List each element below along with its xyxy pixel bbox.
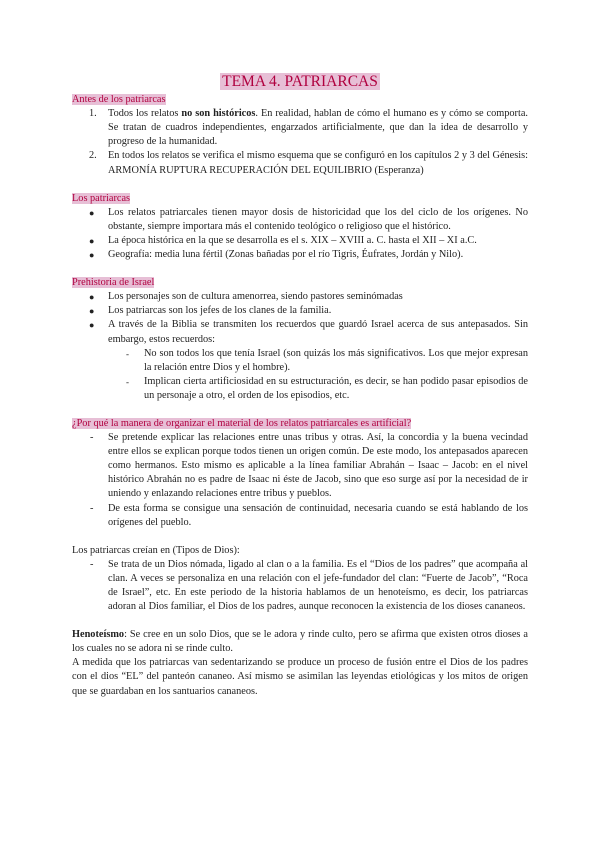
bullet-icon: ● bbox=[89, 235, 95, 246]
list-item: ● Geografía: media luna fértil (Zonas bañadas por el río Tigris, Éufrates, Jordán y Nilo). bbox=[72, 248, 528, 262]
sub-list-item: - No son todos los que tenía Israel (son quizás los más significativos. Los que mejor expresan la relación entre Dios y el hombre). bbox=[126, 347, 528, 373]
closing-paragraph: A medida que los patriarcas van sedentarizando se produce un proceso de fusión entre el Dios de los padres con el dios “EL” del panteón cananeo. Así mismo se asimilan las leyendas etiológicas y los mitos de origen que se guardaban en los santuarios cananeos. bbox=[72, 657, 528, 697]
henoteismo-term: Henoteísmo bbox=[72, 629, 125, 641]
document-title: TEMA 4. PATRIARCAS bbox=[222, 73, 378, 90]
bullet-icon: ● bbox=[89, 292, 95, 303]
dash-list-porque bbox=[72, 431, 528, 530]
dash-icon: - bbox=[126, 376, 129, 387]
section-heading-patriarcas: Los patriarcas bbox=[72, 192, 131, 204]
document-page bbox=[72, 72, 528, 699]
list-item: 2. En todos los relatos se verifica el mismo esquema que se configuró en los capítulos 2 y 3 del Génesis: ARMONÍA RUPTURA RECUPERACIÓN DEL EQUILIBRIO (Esperanza) bbox=[89, 150, 528, 176]
sub-list-item: - Implican cierta artificiosidad en su estructuración, es decir, se han podido pasar episodios de un personaje a otro, el orden de los episodios, etc. bbox=[126, 375, 528, 401]
list-item: - Se trata de un Dios nómada, ligado al clan o a la familia. Es el “Dios de los padres” que acompaña al clan. A veces se personaliza en una relación con el jefe-fundador del clan: “Fuerte de Jacob”, “Roca de Israel”, etc. En este periodo de la historia hablamos de un henoteísmo, es decir, los patriarcas adoran al Dios familiar, el Dios de los padres, aunque reconocen la existencia de los dioses cananeos. bbox=[90, 558, 528, 613]
list-item: - Se pretende explicar las relaciones entre unas tribus y otras. Así, la concordia y la buena vecindad entre ellos se explican porque todos tienen un origen común. De este modo, los antepasados aparecen como hermanos. Esto mismo es aplicable a la línea familiar Abrahán – Isaac – Jacob: en el nivel histórico Abrahán no es padre de Isaac ni éste de Jacob, sino que eso surge así por la necesidad de ir uniendo y enlazando relaciones entre tribus y pueblos. bbox=[90, 432, 528, 500]
list-item: ● Los relatos patriarcales tienen mayor dosis de historicidad que los del ciclo de los orígenes. No obstante, siempre importara más el contenido teológico o religioso que el histórico. bbox=[89, 206, 528, 232]
sub-list-prehistoria bbox=[108, 347, 528, 403]
bullet-list-patriarcas bbox=[72, 206, 528, 262]
bullet-list-prehistoria bbox=[72, 290, 528, 403]
list-item: ● A través de la Biblia se transmiten los recuerdos que guardó Israel acerca de sus antepasados. Sin embargo, estos recuerdos: - No son todos los que tenía Israel (son quizás los más significativos. Los que mejor expresan la relación entre Dios y el hombre). - Implican cierta artificiosidad en su estructuración, es decir, se han podido pasar episodios de un personaje a otro, el orden de los episodios, etc. bbox=[72, 318, 528, 403]
creian-intro: Los patriarcas creían en (Tipos de Dios): bbox=[72, 544, 240, 556]
bullet-icon: ● bbox=[89, 306, 95, 317]
bullet-icon: ● bbox=[89, 320, 95, 331]
dash-icon: - bbox=[90, 558, 94, 570]
section-heading-porque: ¿Por qué la manera de organizar el material de los relatos patriarcales es artificial? bbox=[72, 417, 412, 429]
section-heading-prehistoria: Prehistoria de Israel bbox=[72, 277, 155, 289]
henoteismo-paragraph: Henoteísmo: Se cree en un solo Dios, que se le adora y rinde culto, pero se afirma que existen otros dioses a los cuales no se adora ni se rinde culto. bbox=[72, 629, 528, 655]
list-item: ● Los personajes son de cultura amenorrea, siendo pastores seminómadas bbox=[72, 290, 528, 304]
section-heading-antes: Antes de los patriarcas bbox=[72, 94, 166, 106]
dash-icon: - bbox=[126, 348, 129, 359]
list-item: ● Los patriarcas son los jefes de los clanes de la familia. bbox=[72, 304, 528, 318]
dash-list-creian bbox=[72, 558, 528, 614]
bullet-icon: ● bbox=[89, 250, 95, 261]
numbered-list-antes bbox=[72, 107, 528, 177]
dash-icon: - bbox=[90, 432, 94, 444]
dash-icon: - bbox=[90, 502, 94, 514]
list-item: 1. Todos los relatos no son históricos. En realidad, hablan de cómo el humano es y cómo se comporta. Se tratan de cuadros independientes, engarzados artificialmente, que dan la idea de desarrollo y progreso de la humanidad. bbox=[89, 108, 528, 148]
list-item: - De esta forma se consigue una sensación de continuidad, necesaria cuando se está hablando de los orígenes del pueblo. bbox=[90, 502, 528, 528]
bullet-icon: ● bbox=[89, 207, 95, 218]
list-item: ● La época histórica en la que se desarrolla es el s. XIX – XVIII a. C. hasta el XII – XI a.C. bbox=[72, 234, 528, 248]
